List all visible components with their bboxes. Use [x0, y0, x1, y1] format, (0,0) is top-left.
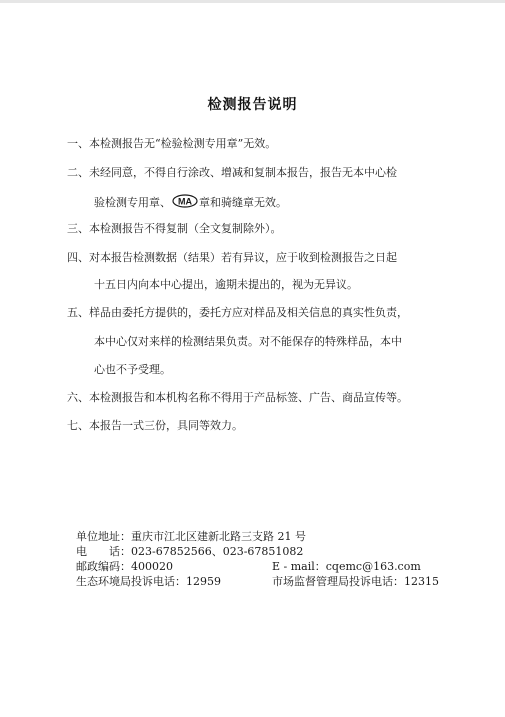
- footer-market-complaint: 市场监督管理局投诉电话：12315: [272, 575, 439, 588]
- footer-env-complaint: 生态环境局投诉电话：12959: [76, 575, 221, 588]
- item-5-line-2: 本中心仅对来样的检测结果负责。对不能保存的特殊样品，本中: [94, 335, 402, 348]
- footer-phone-value: 023-67852566、023-67851082: [131, 545, 304, 558]
- footer-email-value: cqemc@163.com: [325, 560, 421, 573]
- ma-seal-svg: [172, 194, 198, 208]
- item-5-line-1: 五、样品由委托方提供的，委托方应对样品及相关信息的真实性负责，: [67, 306, 408, 319]
- ma-seal-icon: [172, 194, 198, 212]
- footer-address-label: 单位地址：: [76, 530, 131, 543]
- item-3-line-1: 三、本检测报告不得复制（全文复制除外）。: [67, 222, 282, 235]
- footer-address: [76, 530, 306, 544]
- footer-phone-label: 电 话：: [76, 545, 131, 558]
- item-1-line-1: 一、本检测报告无“检验检测专用章”无效。: [67, 137, 277, 150]
- footer-postcode-label: 邮政编码：: [76, 560, 131, 573]
- page-title: 检测报告说明: [207, 97, 298, 113]
- page-top-edge: [0, 0, 505, 3]
- footer-postcode: [76, 560, 173, 574]
- item-4-line-1: 四、对本报告检测数据（结果）若有异议，应于收到检测报告之日起: [67, 251, 397, 264]
- footer-postcode-value: 400020: [131, 560, 173, 573]
- item-4-line-2: 十五日内向本中心提出，逾期未提出的，视为无异议。: [94, 278, 358, 291]
- ma-seal-text: MA: [178, 196, 192, 207]
- item-6-line-1: 六、本检测报告和本机构名称不得用于产品标签、广告、商品宣传等。: [67, 391, 408, 404]
- item-2-line-1: 二、未经同意，不得自行涂改、增减和复制本报告，报告无本中心检: [67, 166, 397, 179]
- item-2-line-2: [94, 194, 287, 212]
- item-2-line-2-pre: 验检测专用章、: [94, 196, 171, 209]
- footer-address-value: 重庆市江北区建新北路三支路 21 号: [131, 530, 306, 543]
- item-2-line-2-post: 章和骑缝章无效。: [199, 196, 287, 209]
- item-5-line-3: 心也不予受理。: [94, 363, 171, 376]
- item-7-line-1: 七、本报告一式三份，具同等效力。: [67, 419, 243, 432]
- footer-email-label: E - mail：: [272, 560, 326, 573]
- footer-email: [272, 560, 421, 574]
- footer-phone: [76, 545, 303, 559]
